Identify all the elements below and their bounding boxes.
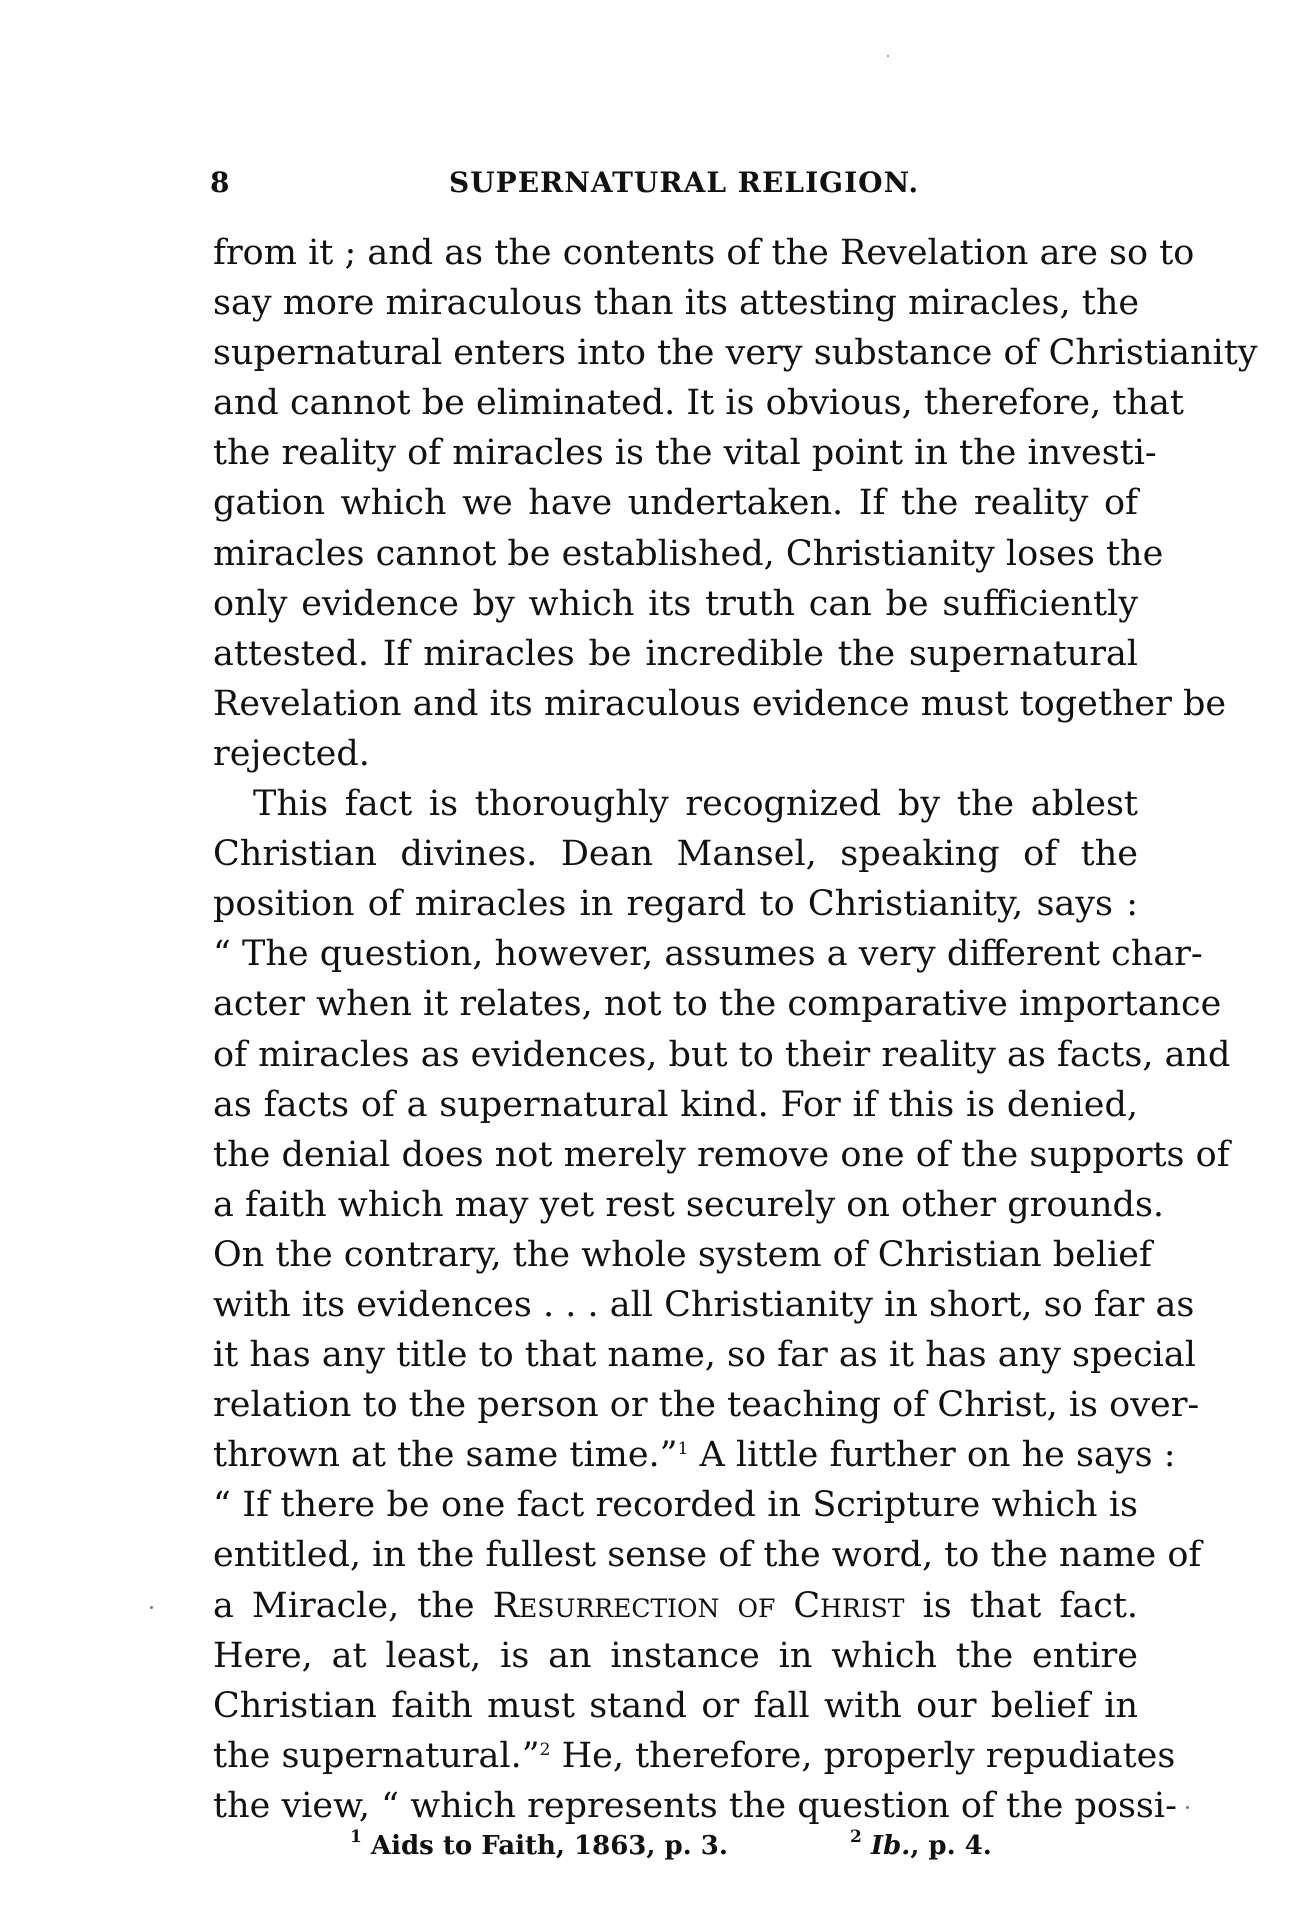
footnote-ref-2: 2	[539, 1739, 551, 1760]
line-31-text-after: He, therefore, properly repudiates	[561, 1735, 1176, 1776]
text-line-7: miracles cannot be established, Christianity loses the	[213, 533, 1164, 574]
text-line-30: Christian faith must stand or fall with our belief in	[213, 1685, 1138, 1726]
footnote-2-text: , p. 4.	[910, 1831, 992, 1861]
line-31-text: the supernatural.”	[213, 1735, 540, 1776]
text-line-11: rejected.	[213, 733, 370, 774]
footnote-1-marker: 1	[350, 1827, 362, 1847]
text-line-15: “ The question, however, assumes a very different char-	[213, 934, 1203, 975]
text-line-22: with its evidences . . . all Christianity in short, so far as	[213, 1284, 1195, 1325]
text-line-25	[213, 1430, 1176, 1480]
text-line-27: entitled, in the fullest sense of the word, to the name of	[213, 1535, 1202, 1576]
footnote-2	[850, 1827, 992, 1861]
text-line-29: Here, at least, is an instance in which the entire	[213, 1635, 1138, 1676]
text-line-12: This fact is thoroughly recognized by the ablest	[253, 784, 1138, 825]
resurrection-of-christ: Resurrection of Christ	[492, 1585, 905, 1626]
text-line-10: Revelation and its miraculous evidence must together be	[213, 683, 1227, 724]
text-line-24: relation to the person or the teaching of Christ, is over-	[213, 1385, 1200, 1426]
running-header: SUPERNATURAL RELIGION.	[449, 166, 920, 199]
footnote-2-marker: 2	[850, 1827, 862, 1847]
text-line-20: a faith which may yet rest securely on other grounds.	[213, 1184, 1165, 1225]
text-line-28	[213, 1581, 1138, 1631]
body-text	[213, 228, 1258, 1831]
text-line-4: and cannot be eliminated. It is obvious, therefore, that	[213, 383, 1184, 424]
scan-speck	[150, 1606, 153, 1609]
page-number: 8	[210, 166, 230, 199]
text-line-26: “ If there be one fact recorded in Scripture which is	[213, 1485, 1138, 1526]
text-line-18: as facts of a supernatural kind. For if this is denied,	[213, 1084, 1138, 1125]
text-line-5: the reality of miracles is the vital point in the investi-	[213, 433, 1157, 474]
footnote-1	[350, 1827, 728, 1861]
text-line-23: it has any title to that name, so far as it has any special	[213, 1335, 1196, 1376]
text-line-3: supernatural enters into the very substance of Christianity	[213, 333, 1258, 374]
text-line-17: of miracles as evidences, but to their reality as facts, and	[213, 1034, 1231, 1075]
text-line-9: attested. If miracles be incredible the supernatural	[213, 633, 1138, 674]
line-25-text-after: A little further on he says :	[699, 1435, 1176, 1476]
text-line-16: acter when it relates, not to the comparative importance	[213, 984, 1222, 1025]
text-line-6: gation which we have undertaken. If the reality of	[213, 483, 1138, 524]
text-line-32: the view, “ which represents the question of the possi-	[213, 1785, 1177, 1826]
line-28-after: is that fact.	[922, 1585, 1139, 1626]
scan-speck	[1186, 1806, 1189, 1809]
text-line-8: only evidence by which its truth can be sufficiently	[213, 583, 1138, 624]
line-25-text: thrown at the same time.”	[213, 1435, 678, 1476]
footnote-2-ibid: Ib.	[870, 1831, 911, 1861]
text-line-31	[213, 1731, 1176, 1781]
text-line-21: On the contrary, the whole system of Christian belief	[213, 1234, 1152, 1275]
text-line-13: Christian divines. Dean Mansel, speaking of the	[213, 834, 1138, 875]
text-line-14: position of miracles in regard to Christianity, says :	[213, 884, 1138, 925]
text-line-2: say more miraculous than its attesting miracles, the	[213, 283, 1140, 324]
footnote-ref-1: 1	[677, 1439, 689, 1460]
line-28-before: a Miracle, the	[213, 1585, 475, 1626]
scan-speck	[887, 55, 889, 57]
text-line-19: the denial does not merely remove one of the supports of	[213, 1134, 1230, 1175]
text-line-1: from it ; and as the contents of the Revelation are so to	[213, 233, 1195, 273]
footnote-1-text: Aids to Faith, 1863, p. 3.	[370, 1831, 728, 1861]
